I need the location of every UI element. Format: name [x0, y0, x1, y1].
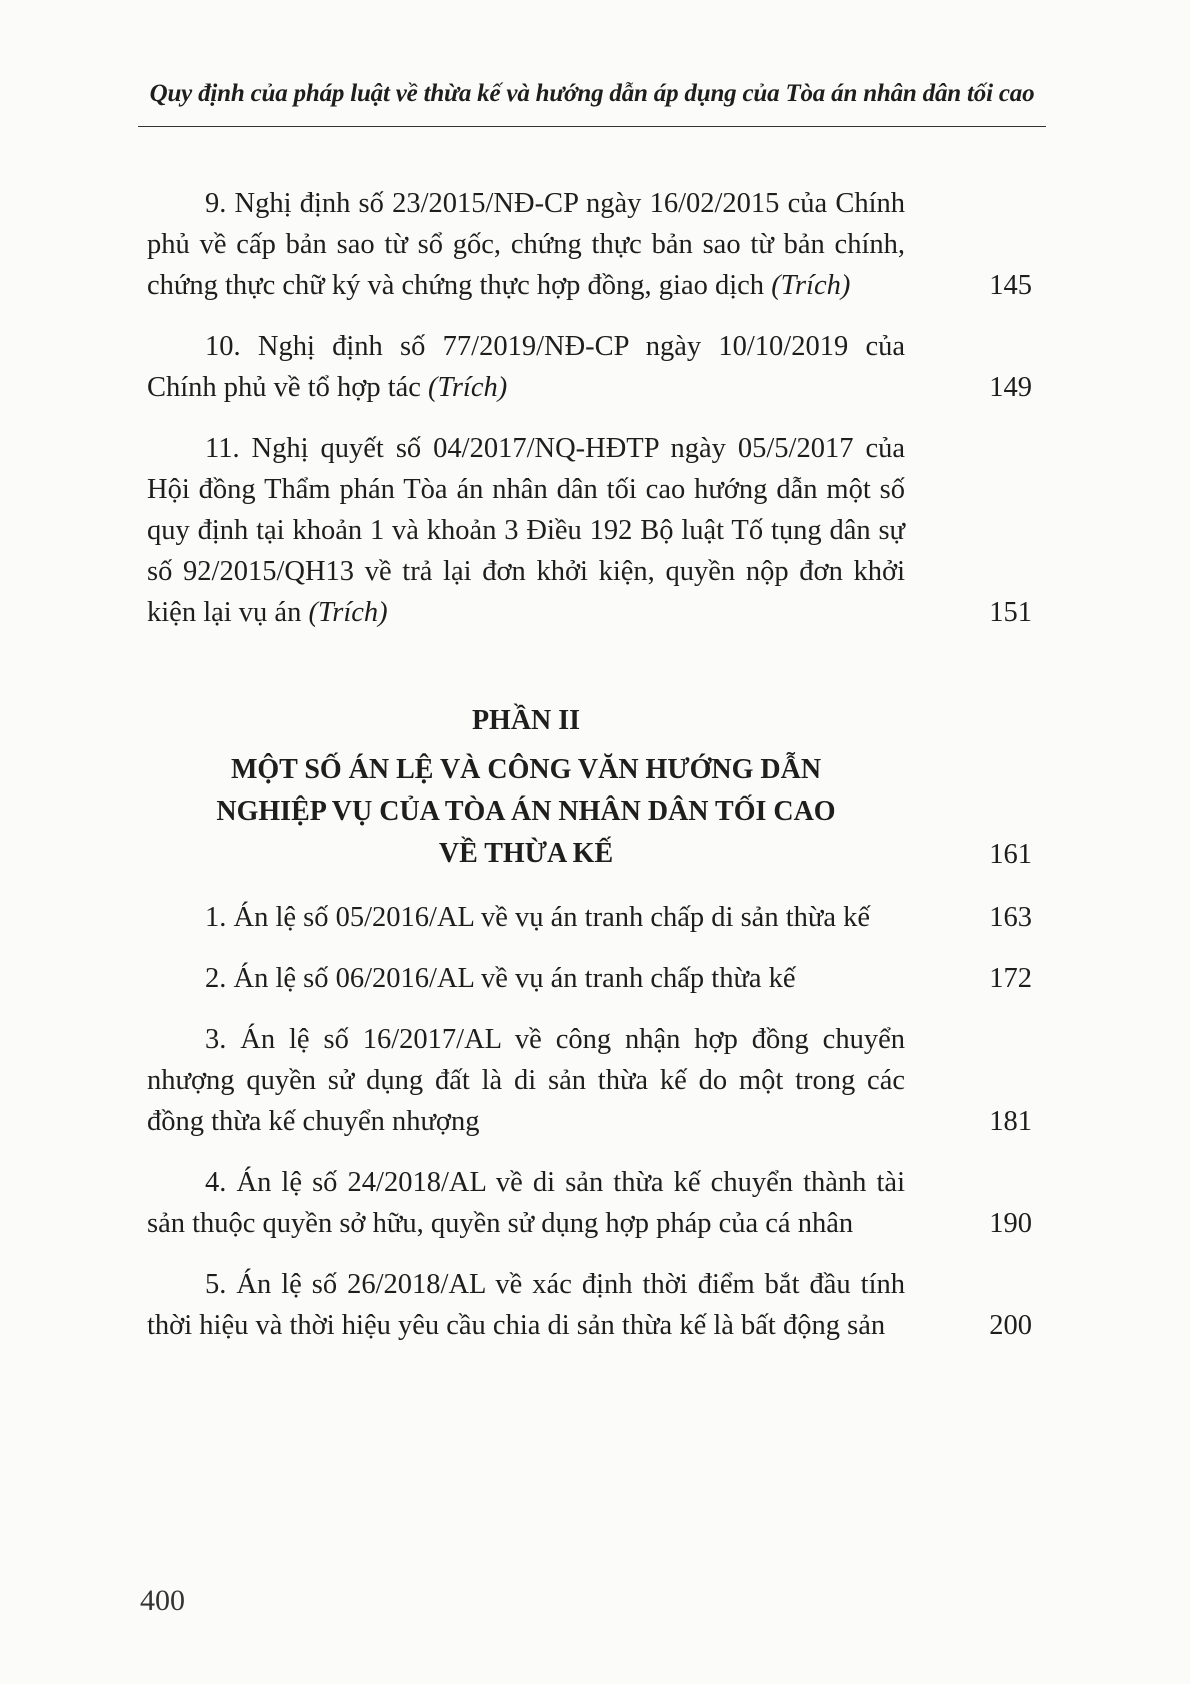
toc-page-number: 181: [989, 1106, 1032, 1137]
entry-note: (Trích): [428, 372, 508, 403]
toc-entry-text: [147, 428, 905, 633]
toc-entry-text: 3. Án lệ số 16/2017/AL về công nhận hợp đồng chuyển nhượng quyền sử dụng đất là di sản thừa kế do một trong các đồng thừa kế chuyển nhượng: [147, 1024, 905, 1137]
entry-title: 9. Nghị định số 23/2015/NĐ-CP ngày 16/02/2015 của Chính phủ về cấp bản sao từ sổ gốc, chứng thực bản sao từ bản chính, chứng thực chữ ký và chứng thực hợp đồng, giao dịch: [147, 188, 905, 301]
toc-entry-text: 1. Án lệ số 05/2016/AL về vụ án tranh chấp di sản thừa kế: [205, 902, 870, 933]
header-rule: [138, 126, 1046, 127]
entry-note: (Trích): [771, 270, 851, 301]
toc-entry: [147, 428, 1032, 633]
toc-entry-text: 4. Án lệ số 24/2018/AL về di sản thừa kế chuyển thành tài sản thuộc quyền sở hữu, quyền sử dụng hợp pháp của cá nhân: [147, 1167, 905, 1239]
toc-entry: [147, 326, 1032, 408]
toc-entry-text: [147, 183, 905, 306]
toc-entry: [147, 897, 1032, 938]
part-heading: [147, 697, 905, 745]
toc-page-number: 149: [989, 372, 1032, 403]
table-of-contents: [147, 183, 1032, 1366]
part-title-line: VỀ THỪA KẾ: [438, 838, 614, 869]
part-label: PHẦN II: [471, 705, 581, 736]
part-title-line: MỘT SỐ ÁN LỆ VÀ CÔNG VĂN HƯỚNG DẪN: [230, 754, 822, 785]
entry-title: 10. Nghị định số 77/2019/NĐ-CP ngày 10/10/2019 của Chính phủ về tổ hợp tác: [147, 331, 905, 403]
toc-page-number: 172: [989, 963, 1032, 994]
toc-page-number: 163: [989, 902, 1032, 933]
toc-page-number: 200: [989, 1310, 1032, 1341]
toc-page-number: 161: [989, 839, 1032, 870]
toc-entry: [147, 958, 1032, 999]
part-title: [147, 749, 905, 875]
toc-entry-text: 2. Án lệ số 06/2016/AL về vụ án tranh chấp thừa kế: [205, 963, 796, 994]
toc-entry: [147, 183, 1032, 306]
toc-entry-text: 5. Án lệ số 26/2018/AL về xác định thời điểm bắt đầu tính thời hiệu và thời hiệu yêu cầu chia di sản thừa kế là bất động sản: [147, 1269, 905, 1341]
toc-entry: [147, 1162, 1032, 1244]
entry-title: 11. Nghị quyết số 04/2017/NQ-HĐTP ngày 05/5/2017 của Hội đồng Thẩm phán Tòa án nhân dân tối cao hướng dẫn một số quy định tại khoản 1 và khoản 3 Điều 192 Bộ luật Tố tụng dân sự số 92/2015/QH13 về trả lại đơn khởi kiện, quyền nộp đơn khởi kiện lại vụ án: [147, 433, 905, 628]
toc-page-number: 151: [989, 597, 1032, 628]
toc-entry: [147, 1264, 1032, 1346]
toc-entry-text: [147, 326, 905, 408]
part-title-line: NGHIỆP VỤ CỦA TÒA ÁN NHÂN DÂN TỐI CAO: [216, 796, 836, 827]
toc-entry: [147, 1019, 1032, 1142]
toc-page-number: 190: [989, 1208, 1032, 1239]
part-title-block: [147, 749, 1032, 875]
entry-note: (Trích): [308, 597, 388, 628]
page-number: 400: [140, 1584, 185, 1617]
running-header: Quy định của pháp luật về thừa kế và hướng dẫn áp dụng của Tòa án nhân dân tối cao: [149, 80, 1035, 107]
toc-page-number: 145: [989, 270, 1032, 301]
